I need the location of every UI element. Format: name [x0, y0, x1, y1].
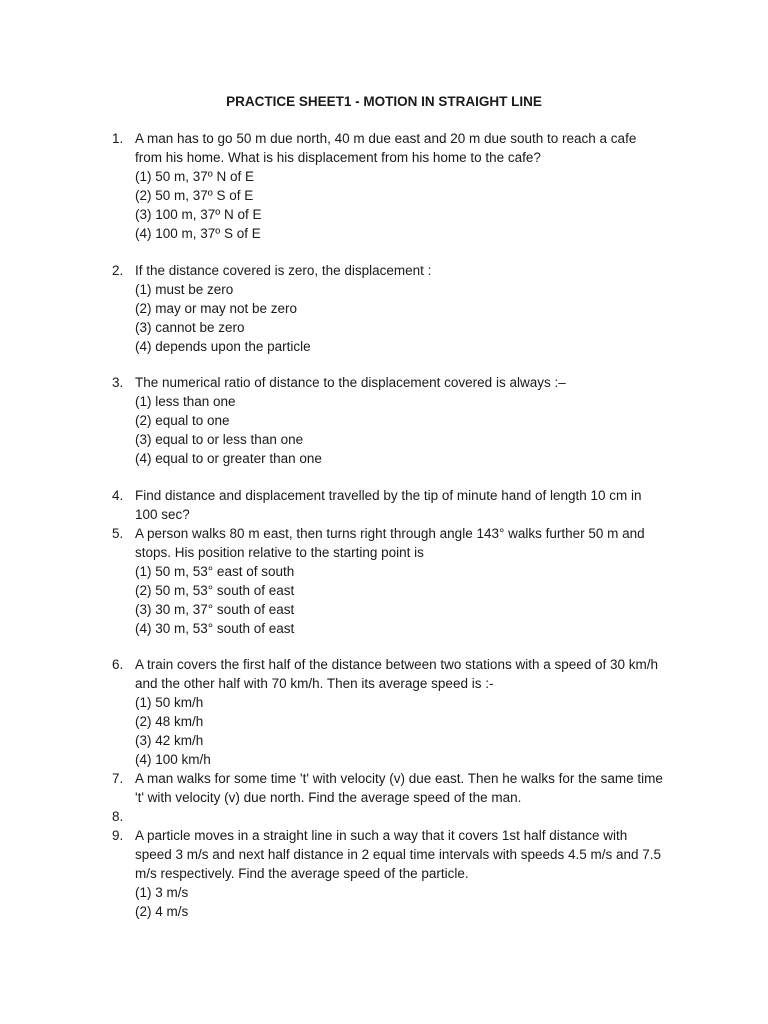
question-stem-line: Find distance and displacement travelled by the tip of minute hand of length 10 cm in: [135, 487, 642, 503]
question-stem-line: speed 3 m/s and next half distance in 2 equal time intervals with speeds 4.5 m/s and 7.5: [135, 847, 662, 862]
question-stem-line: A man has to go 50 m due north, 40 m due east and 20 m due south to reach a cafe: [135, 131, 637, 146]
answer-option: (2) 50 m, 37º S of E: [135, 188, 254, 203]
question-7: [112, 769, 672, 807]
question-4: [112, 486, 672, 524]
question-number: 2.: [112, 262, 124, 278]
question-stem-line: and the other half with 70 km/h. Then its average speed is :-: [135, 676, 494, 691]
question-stem-line: The numerical ratio of distance to the displacement covered is always :–: [135, 375, 566, 390]
question-stem-line: A train covers the first half of the distance between two stations with a speed of 30 km/h: [135, 657, 659, 672]
question-3: [112, 373, 672, 468]
question-stem-line: A man walks for some time 't' with velocity (v) due east. Then he walks for the same time: [135, 771, 663, 786]
question-1: [112, 129, 672, 243]
answer-option: (1) 50 km/h: [135, 695, 204, 710]
question-body: [135, 826, 672, 921]
question-number: 6.: [112, 657, 124, 672]
question-body: [135, 807, 672, 826]
answer-option: (3) 100 m, 37º N of E: [135, 207, 262, 222]
question-body: [135, 486, 672, 524]
answer-option: (3) cannot be zero: [135, 319, 245, 335]
question-number: 5.: [112, 525, 124, 541]
question-body: [135, 261, 672, 356]
answer-option: (2) 50 m, 53° south of east: [135, 582, 295, 598]
question-body: [135, 769, 672, 807]
question-number: 8.: [112, 809, 124, 824]
question-5: [112, 524, 672, 638]
page-title: PRACTICE SHEET1 - MOTION IN STRAIGHT LINE: [226, 94, 542, 109]
question-8: [112, 807, 672, 826]
answer-option: (4) 100 m, 37º S of E: [135, 226, 261, 241]
question-number: 3.: [112, 375, 124, 390]
answer-option: (1) less than one: [135, 394, 236, 409]
question-stem-line: A person walks 80 m east, then turns right through angle 143° walks further 50 m and: [135, 525, 645, 541]
answer-option: (4) depends upon the particle: [135, 338, 311, 354]
answer-option: (4) 100 km/h: [135, 752, 211, 767]
question-stem-line: 100 sec?: [135, 506, 190, 522]
answer-option: (2) 4 m/s: [135, 904, 189, 919]
answer-option: (1) 3 m/s: [135, 885, 189, 900]
answer-option: (1) 50 m, 37º N of E: [135, 169, 254, 184]
question-stem-line: 't' with velocity (v) due north. Find the average speed of the man.: [135, 790, 522, 805]
question-stem-line: stops. His position relative to the starting point is: [135, 544, 424, 560]
question-9: [112, 826, 672, 921]
question-stem-line: m/s respectively. Find the average speed of the particle.: [135, 866, 469, 881]
answer-option: (2) equal to one: [135, 413, 230, 428]
answer-option: (4) 30 m, 53° south of east: [135, 620, 295, 636]
question-number: 1.: [112, 131, 124, 146]
question-number: 9.: [112, 828, 124, 843]
answer-option: (2) may or may not be zero: [135, 300, 298, 316]
answer-option: (2) 48 km/h: [135, 714, 204, 729]
question-body: [135, 655, 672, 769]
question-number: 7.: [112, 771, 124, 786]
question-stem-line: from his home. What is his displacement from his home to the cafe?: [135, 150, 541, 165]
answer-option: (4) equal to or greater than one: [135, 451, 322, 466]
answer-option: (1) must be zero: [135, 281, 234, 297]
question-body: [135, 524, 672, 638]
question-stem-line: If the distance covered is zero, the displacement :: [135, 262, 432, 278]
question-6: [112, 655, 672, 769]
question-body: [135, 373, 672, 468]
question-stem-line: A particle moves in a straight line in such a way that it covers 1st half distance with: [135, 828, 628, 843]
question-2: [112, 261, 672, 356]
question-body: [135, 129, 672, 243]
answer-option: (1) 50 m, 53° east of south: [135, 563, 295, 579]
answer-option: (3) 42 km/h: [135, 733, 204, 748]
question-number: 4.: [112, 487, 124, 503]
question-stem-line: [135, 807, 672, 826]
answer-option: (3) equal to or less than one: [135, 432, 304, 447]
answer-option: (3) 30 m, 37° south of east: [135, 601, 295, 617]
question-list: [112, 129, 672, 921]
